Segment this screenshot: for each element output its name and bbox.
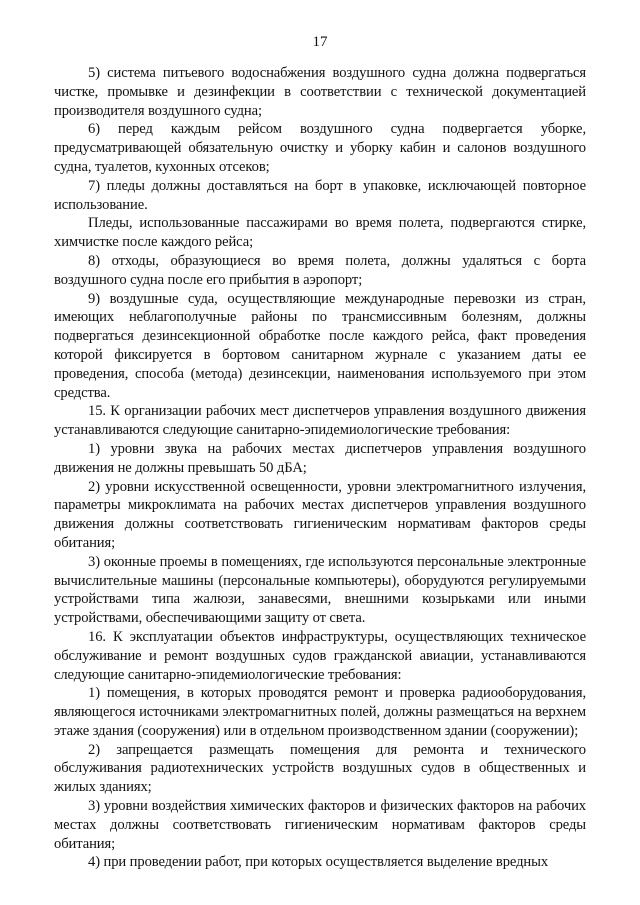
paragraph-5-water-supply: 5) система питьевого водоснабжения воздушного судна должна подвергаться чистке, промывке и дезинфекции в соответствии с технической документацией производителя воздушного судна;	[54, 65, 586, 119]
paragraph-blankets-washing: Пледы, использованные пассажирами во время полета, подвергаются стирке, химчистке после каждого рейса;	[54, 215, 586, 251]
paragraph-6-cleaning: 6) перед каждым рейсом воздушного судна подвергается уборке, предусматривающей обязательную очистку и уборку кабин и салонов воздушного судна, туалетов, кухонных отсеков;	[54, 121, 586, 175]
paragraph-9-disinsection: 9) воздушные суда, осуществляющие международные перевозки из стран, имеющих неблагополучные районы по трансмиссивным болезням, должны подвергаться дезинсекционной обработке после каждого рейса, факт проведения которой фиксируется в бортовом санитарном журнале с указанием даты ее проведения, способа (метода) дезинсекции, наименования используемого при этом средства.	[54, 290, 586, 401]
paragraph-16-3-chemical-factors: 3) уровни воздействия химических факторов и физических факторов на рабочих местах должны соответствовать гигиеническим нормативам факторов среды обитания;	[54, 798, 586, 852]
paragraph-8-waste: 8) отходы, образующиеся во время полета, должны удаляться с борта воздушного судна после его прибытия в аэропорт;	[54, 252, 586, 288]
paragraph-15-1-sound-levels: 1) уровни звука на рабочих местах диспетчеров управления воздушного движения не должны превышать 50 дБА;	[54, 440, 586, 476]
paragraph-15-2-lighting: 2) уровни искусственной освещенности, уровни электромагнитного излучения, параметры микроклимата на рабочих местах диспетчеров управления воздушного движения должны соответствовать гигиеническим нормативам факторов среды обитания;	[54, 478, 586, 551]
paragraph-16-4-harmful-emissions: 4) при проведении работ, при которых осуществляется выделение вредных	[88, 854, 549, 871]
paragraph-15-3-windows: 3) оконные проемы в помещениях, где используются персональные электронные вычислительные машины (персональные компьютеры), оборудуются регулируемыми устройствами типа жалюзи, занавесями, внешними козырьками или иными устройствами, обеспечивающими защиту от света.	[54, 553, 586, 627]
paragraph-15-dispatcher-workplaces: 15. К организации рабочих мест диспетчеров управления воздушного движения устанавливаются следующие санитарно-эпидемиологические требования:	[54, 403, 586, 439]
paragraph-7-blankets: 7) пледы должны доставляться на борт в упаковке, исключающей повторное использование.	[54, 177, 586, 213]
paragraph-16-infrastructure: 16. К эксплуатации объектов инфраструктуры, осуществляющих техническое обслуживание и ремонт воздушных судов гражданской авиации, устанавливаются следующие санитарно-эпидемиологические требования:	[54, 628, 586, 683]
paragraph-16-2-prohibition: 2) запрещается размещать помещения для ремонта и технического обслуживания радиотехнических устройств воздушных судов в общественных и жилых зданиях;	[54, 741, 586, 796]
paragraph-16-1-radio-rooms: 1) помещения, в которых проводятся ремонт и проверка радиооборудования, являющегося источниками электромагнитных полей, должны размещаться на верхнем этаже здания (сооружения) или в отдельном производственном здании (сооружении);	[54, 685, 586, 739]
page-number: 17	[312, 34, 328, 50]
